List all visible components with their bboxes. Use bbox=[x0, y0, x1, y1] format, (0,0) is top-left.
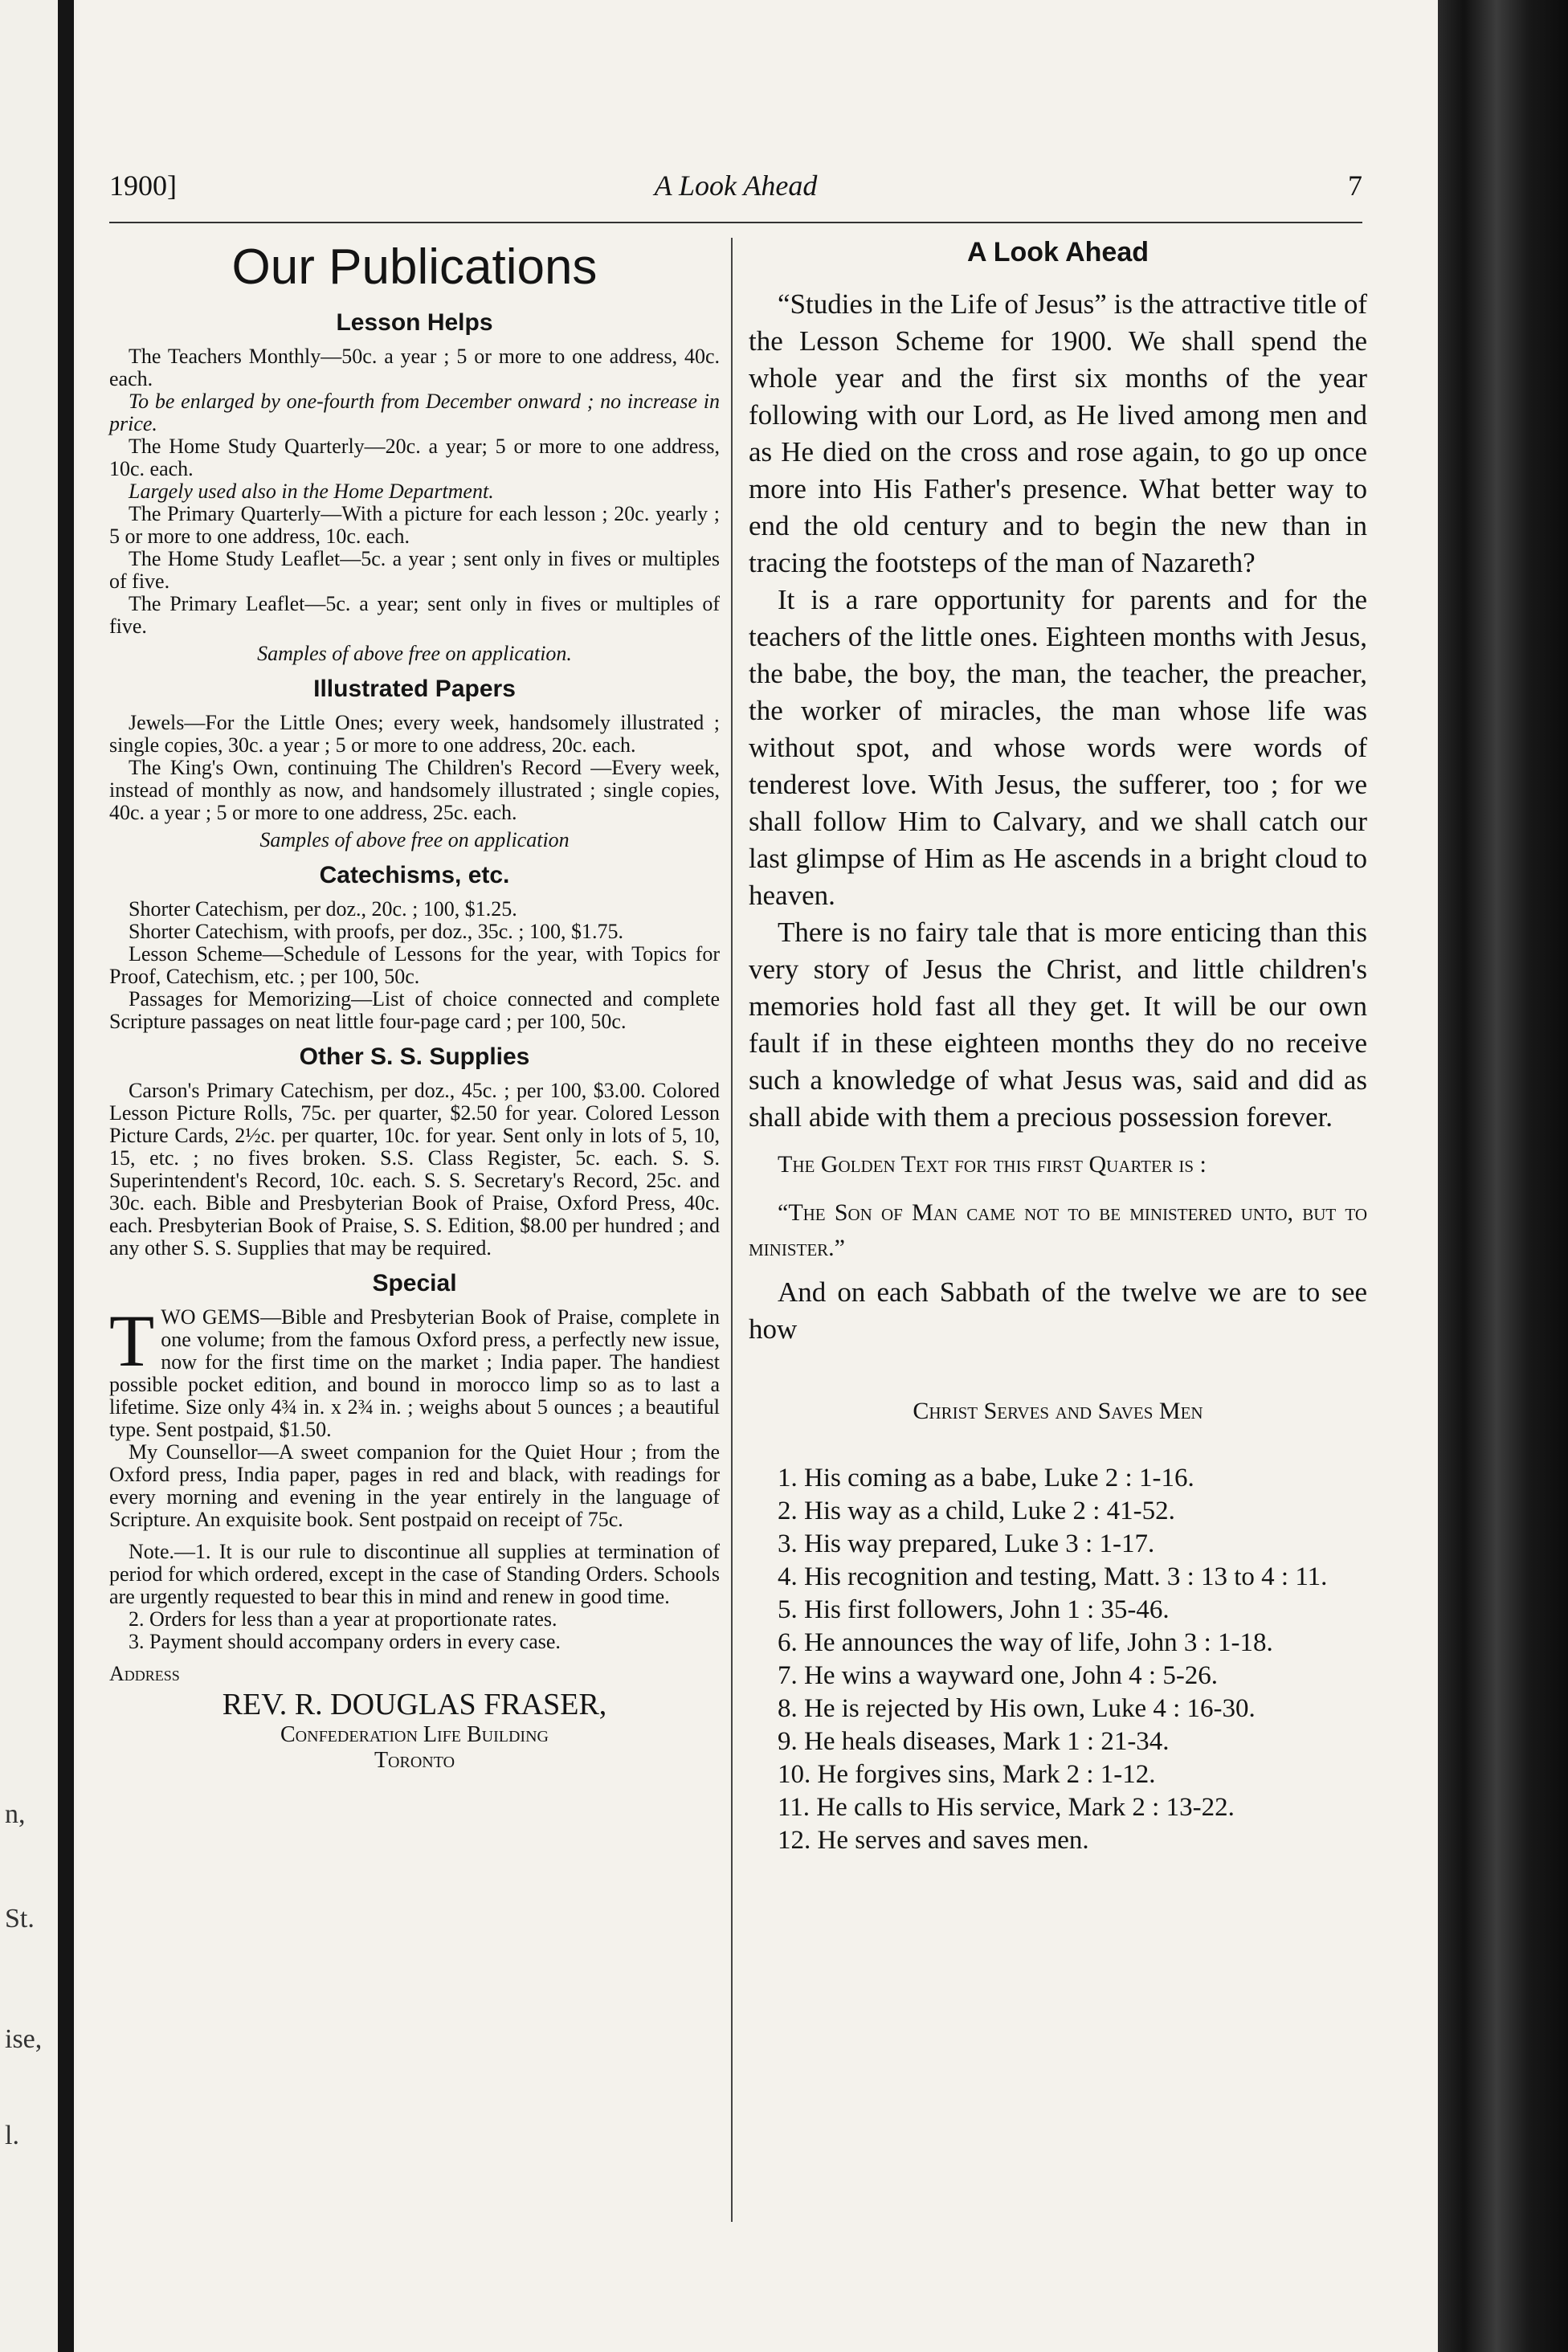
book-edge bbox=[1438, 0, 1568, 2352]
paragraph-2: It is a rare opportunity for parents and for the teachers of the little ones. Eighteen months with Jesus, the babe, the boy, the man, the teacher, the preacher, the worker of miracles, the man whose life was without spot, and whose words were words of tenderest love. With Jesus, the sufferer, too ; for we shall follow Him to Calvary, and we shall catch our last glimpse of Him as He ascends in a bright cloud to heaven. bbox=[749, 584, 1367, 911]
list-item: 9. He heals diseases, Mark 1 : 21-34. bbox=[778, 1727, 1170, 1756]
margin-fragment: St. bbox=[5, 1904, 35, 1933]
paragraph-4: And on each Sabbath of the twelve we are to see how bbox=[749, 1276, 1367, 1345]
golden-text-quote: “The Son of Man came not to be ministered unto, but to minister.” bbox=[749, 1199, 1367, 1261]
column-divider bbox=[731, 238, 733, 2222]
publications-title: Our Publications bbox=[231, 239, 598, 295]
shorter-catechism: Shorter Catechism, per doz., 20c. ; 100, $1.25. bbox=[129, 897, 517, 921]
list-item: 8. He is rejected by His own, Luke 4 : 16-30. bbox=[778, 1694, 1256, 1723]
two-gems bbox=[109, 1300, 720, 1441]
two-gems-text: WO GEMS—Bible and Presbyterian Book of Praise, complete in one volume; from the famous Oxford press, a perfectly new issue, now for the first time on the market ; India paper. The handiest possible pocket edition, and bound in morocco limp so as to last a lifetime. Size only 4¾ in. x 2¾ in. ; weighs about 5 ounces ; a beautiful type. Sent postpaid, $1.50. bbox=[109, 1305, 720, 1441]
catechisms-heading: Catechisms, etc. bbox=[319, 862, 510, 888]
shorter-catechism-proofs: Shorter Catechism, with proofs, per doz., 35c. ; 100, $1.75. bbox=[129, 920, 623, 943]
illustrated-papers-heading: Illustrated Papers bbox=[313, 676, 516, 702]
look-ahead-heading: A Look Ahead bbox=[966, 237, 1149, 267]
page bbox=[77, 0, 1438, 2352]
my-counsellor: My Counsellor—A sweet companion for the Quiet Hour ; from the Oxford press, India paper, pages in red and black, with readings for every morning and evening in the year entirely in the language of Scripture. An exquisite book. Sent postpaid on receipt of 75c. bbox=[109, 1440, 720, 1531]
list-item: 12. He serves and saves men. bbox=[778, 1826, 1089, 1855]
margin-fragment: ise, bbox=[5, 2024, 43, 2054]
margin-fragment: n, bbox=[5, 1799, 26, 1829]
list-item: 3. His way prepared, Luke 3 : 1-17. bbox=[778, 1529, 1155, 1558]
list-item: 5. His first followers, John 1 : 35-46. bbox=[778, 1595, 1170, 1624]
margin-fragment: l. bbox=[5, 2121, 19, 2150]
note-1: Note.—1. It is our rule to discontinue all supplies at termination of period for which ordered, except in the case of Standing Orders. Schools are urgently requested to bear this in mind and renew in good time. bbox=[109, 1540, 720, 1608]
home-study-leaflet: The Home Study Leaflet—5c. a year ; sent only in fives or multiples of five. bbox=[109, 547, 720, 593]
passages-for-memorizing: Passages for Memorizing—List of choice connected and complete Scripture passages on neat little four-page card ; per 100, 50c. bbox=[109, 987, 720, 1033]
address-building: Confederation Life Building bbox=[280, 1722, 549, 1747]
lesson-scheme: Lesson Scheme—Schedule of Lessons for the year, with Topics for Proof, Catechism, etc. ; per 100, 50c. bbox=[109, 942, 720, 988]
list-item: 1. His coming as a babe, Luke 2 : 1-16. bbox=[778, 1464, 1194, 1492]
teachers-monthly: The Teachers Monthly—50c. a year ; 5 or more to one address, 40c. each. bbox=[109, 345, 720, 390]
lesson-helps-heading: Lesson Helps bbox=[336, 309, 493, 336]
other-supplies-text: Carson's Primary Catechism, per doz., 45c. ; per 100, $3.00. Colored Lesson Picture Rolls, 75c. per quarter, $2.50 for year. Colored Lesson Picture Cards, 2½c. per quarter, 10c. for year. Sent only in lots of 5, 10, 15, etc. ; no fives broken. S.S. Class Register, 5c. each. S. S. Superintendent's Record, 10c. each. S. S. Secretary's Record, 25c. and 30c. each. Bible and Presbyterian Book of Praise, Oxford Press, 40c. each. Presbyterian Book of Praise, S. S. Edition, $8.00 per hundred ; and any other S. S. Supplies that may be required. bbox=[109, 1079, 720, 1260]
lesson-list-heading: Christ Serves and Saves Men bbox=[913, 1398, 1203, 1424]
kings-own: The King's Own, continuing The Children's Record —Every week, instead of monthly as now, and handsomely illustrated ; single copies, 40c. a year ; 5 or more to one address, 25c. each. bbox=[109, 756, 720, 824]
paragraph-1: “Studies in the Life of Jesus” is the attractive title of the Lesson Scheme for 1900. We shall spend the whole year and the first six months of the year following with our Lord, as He lived among men and as He died on the cross and rose again, to go up once more into His Father's presence. What better way to end the old century and to begin the new than in tracing the footsteps of the man of Nazareth? bbox=[749, 288, 1367, 578]
golden-text-intro: The Golden Text for this first Quarter is : bbox=[778, 1151, 1207, 1178]
paragraph-3: There is no fairy tale that is more enticing than this very story of Jesus the Christ, and little children's memories hold fast all they get. It will be our own fault if in these eighteen months they do no receive such a knowledge of what Jesus was, said and did as shall abide with them a precious possession forever. bbox=[749, 917, 1367, 1133]
list-item: 7. He wins a wayward one, John 4 : 5-26. bbox=[778, 1661, 1219, 1690]
samples-note: Samples of above free on application. bbox=[257, 642, 572, 665]
primary-quarterly: The Primary Quarterly—With a picture for each lesson ; 20c. yearly ; 5 or more to one address, 10c. each. bbox=[109, 502, 720, 548]
list-item: 6. He announces the way of life, John 3 : 1-18. bbox=[778, 1628, 1273, 1657]
address-label: Address bbox=[109, 1662, 180, 1685]
header-year: 1900] bbox=[109, 169, 177, 202]
address-name: REV. R. DOUGLAS FRASER, bbox=[222, 1688, 607, 1721]
running-header bbox=[109, 169, 1362, 214]
header-rule bbox=[109, 222, 1362, 223]
header-title: A Look Ahead bbox=[654, 169, 818, 202]
other-supplies-heading: Other S. S. Supplies bbox=[299, 1043, 530, 1070]
list-item: 4. His recognition and testing, Matt. 3 : 13 to 4 : 11. bbox=[778, 1562, 1328, 1591]
home-study-quarterly: The Home Study Quarterly—20c. a year; 5 or more to one address, 10c. each. bbox=[109, 435, 720, 480]
note-3: 3. Payment should accompany orders in every case. bbox=[129, 1630, 561, 1653]
lesson-list bbox=[749, 1462, 1367, 1857]
publications-column bbox=[109, 230, 720, 1774]
home-study-quarterly-note: Largely used also in the Home Department. bbox=[129, 480, 494, 503]
look-ahead-column bbox=[749, 230, 1367, 1857]
samples-note: Samples of above free on application bbox=[259, 828, 570, 851]
jewels: Jewels—For the Little Ones; every week, handsomely illustrated ; single copies, 30c. a year ; 5 or more to one address, 20c. each. bbox=[109, 711, 720, 757]
address-city: Toronto bbox=[374, 1748, 455, 1773]
teachers-monthly-note: To be enlarged by one-fourth from December onward ; no increase in price. bbox=[109, 390, 720, 435]
special-heading: Special bbox=[372, 1270, 457, 1296]
binding-shadow bbox=[58, 0, 74, 2352]
primary-leaflet: The Primary Leaflet—5c. a year; sent only in fives or multiples of five. bbox=[109, 592, 720, 638]
page-number: 7 bbox=[1348, 169, 1362, 202]
list-item: 10. He forgives sins, Mark 2 : 1-12. bbox=[778, 1760, 1156, 1789]
drop-cap: T bbox=[109, 1300, 155, 1382]
list-item: 2. His way as a child, Luke 2 : 41-52. bbox=[778, 1497, 1175, 1525]
note-2: 2. Orders for less than a year at proportionate rates. bbox=[129, 1607, 557, 1631]
list-item: 11. He calls to His service, Mark 2 : 13-22. bbox=[778, 1793, 1235, 1822]
